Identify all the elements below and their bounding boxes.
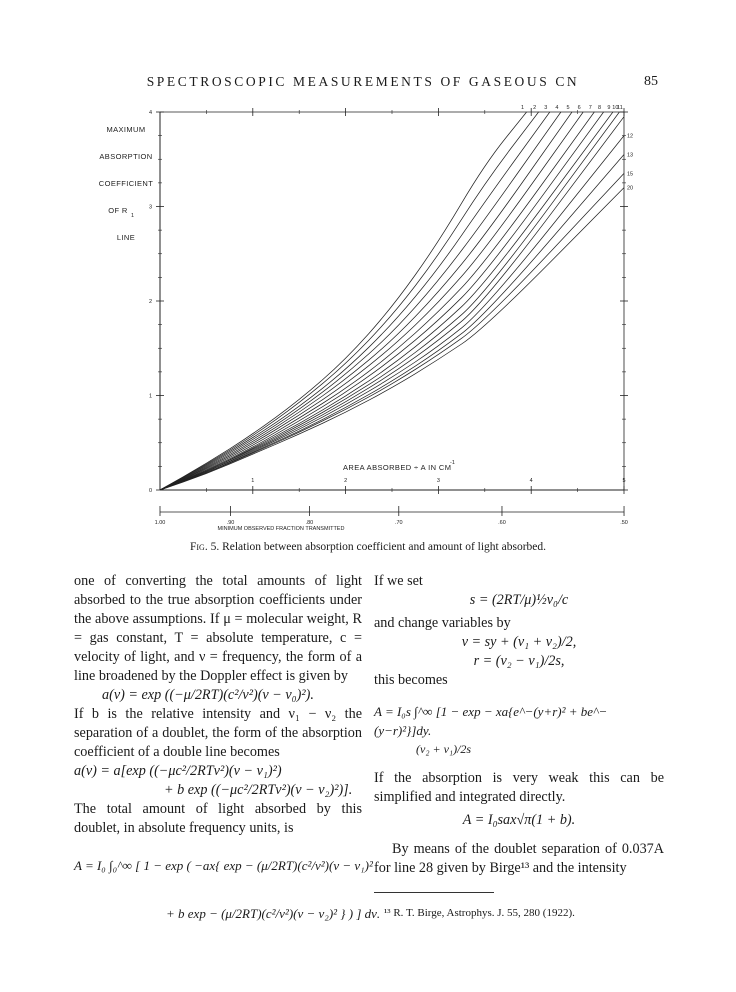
y-label-subscript: 1: [131, 213, 135, 219]
curve-label-top: 11: [617, 105, 623, 111]
transmission-tick-label: .50: [620, 520, 628, 526]
left-paragraph-2: If b is the relative intensity and ν₁ − ν₂ the separation of a doublet, the form of the absorption coefficient of a double line becomes: [74, 706, 362, 760]
right-paragraph-3: this becomes: [374, 672, 448, 688]
curve-label-top: 9: [607, 105, 611, 111]
curve-label-top: 7: [588, 105, 592, 111]
inner-axis-superscript: -1: [450, 460, 455, 466]
y-tick-label: 1: [148, 393, 152, 400]
series-line-11: [160, 117, 624, 490]
curve-label-top: 3: [544, 105, 548, 111]
curve-label-top: 1: [521, 105, 525, 111]
transmission-tick-label: .80: [305, 520, 314, 526]
curve-label-right: 13: [627, 152, 634, 159]
right-paragraph-5: By means of the doublet separation of 0.037A for line 28 given by Birge¹³ and the intensity: [374, 841, 664, 876]
left-equation-3-line-1: A = I₀ ∫₀^∞ [ 1 − exp ( −ax{ exp − (μ/2RT)(c²/ν²)(ν − ν₁)²: [74, 858, 373, 873]
inner-axis-title: AREA ABSORBED ÷ A IN CM: [343, 463, 452, 472]
x-axis-title: MINIMUM OBSERVED FRACTION TRANSMITTED: [217, 526, 345, 532]
curve-label-right: 15: [627, 171, 634, 178]
right-paragraph-4: If the absorption is very weak this can be simplified and integrated directly.: [374, 770, 664, 805]
y-tick-label: 3: [148, 204, 152, 211]
series-line-8: [160, 112, 604, 490]
right-equation-3: A = I₀s ∫^∞ [1 − exp − xa{e^−(y+r)² + be^−(y−r)²}]dy.: [374, 704, 608, 738]
y-label-line-1: MAXIMUM: [106, 125, 146, 134]
series-line-13: [160, 155, 624, 491]
figure-5: [96, 100, 646, 540]
caption-text: Relation between absorption coefficient and amount of light absorbed.: [222, 541, 547, 553]
area-tick-label: 2: [344, 478, 348, 484]
right-equation-1: s = (2RT/μ)½ν₀/c: [469, 592, 569, 608]
figure-caption: [0, 541, 736, 553]
y-label-line-4: OF R: [108, 206, 128, 215]
footnote: ¹³ R. T. Birge, Astrophys. J. 55, 280 (1922).: [384, 907, 575, 919]
footnote-rule: [374, 892, 494, 893]
transmission-tick-label: .90: [226, 520, 235, 526]
right-equation-2a: ν = sy + (ν₁ + ν₂)/2,: [461, 634, 577, 650]
series-line-7: [160, 112, 594, 490]
series-line-10: [160, 112, 619, 490]
transmission-tick-label: .60: [498, 520, 506, 526]
curve-label-right: 20: [627, 185, 634, 192]
series-line-12: [160, 136, 624, 490]
running-title: SPECTROSCOPIC MEASUREMENTS OF GASEOUS CN: [146, 74, 580, 89]
right-paragraph-2: and change variables by: [374, 615, 511, 631]
curve-label-top: 4: [555, 105, 559, 111]
left-column: [74, 572, 381, 954]
y-tick-label: 2: [148, 299, 152, 305]
y-axis-label: [99, 125, 153, 242]
caption-label: Fig. 5.: [189, 541, 220, 553]
curve-label-top: 6: [577, 105, 581, 111]
series-line-6: [160, 112, 583, 490]
area-tick-label: 5: [622, 478, 626, 484]
series-line-3: [160, 112, 550, 490]
right-paragraph-1: If we set: [374, 573, 423, 589]
y-tick-label: 4: [148, 110, 152, 116]
curve-label-top: 8: [598, 105, 602, 111]
right-equation-4: A = I₀sax√π(1 + b).: [462, 812, 576, 828]
right-equation-2b: r = (ν₂ − ν₁)/2s,: [473, 653, 565, 669]
series-line-5: [160, 112, 572, 490]
transmission-tick-label: 1.00: [154, 520, 166, 526]
y-label-line-2: ABSORPTION: [99, 152, 153, 161]
y-tick-label: 0: [148, 488, 152, 494]
left-equation-2b: + b exp ((−μc²/2RTν²)(ν − ν₂)²)].: [164, 782, 353, 798]
left-equation-2a: a(ν) = a[exp ((−μc²/2RTν²)(ν − ν₁)²): [74, 763, 282, 779]
series-line-4: [160, 112, 561, 490]
series-line-20: [160, 188, 624, 490]
page-number: 85: [644, 74, 658, 89]
left-paragraph-3: The total amount of light absorbed by this doublet, in absolute frequency units, is: [74, 801, 362, 836]
transmission-tick-label: .70: [394, 520, 403, 526]
series-line-9: [160, 112, 613, 490]
left-equation-1: a(ν) = exp ((−μ/2RT)(c²/ν²)(ν − ν₀)²).: [102, 687, 314, 703]
right-column: [374, 572, 664, 934]
right-equation-3-fraction: (ν₂ + ν₁)/2s: [416, 742, 472, 756]
y-label-line-5: LINE: [116, 233, 136, 242]
left-equation-3: [74, 842, 381, 954]
left-equation-3-line-2: + b exp − (μ/2RT)(c²/ν²)(ν − ν₂)² } ) ] dν.: [166, 906, 381, 921]
area-tick-label: 3: [436, 478, 440, 484]
curve-label-right: 12: [627, 133, 634, 140]
area-tick-label: 4: [529, 478, 533, 484]
area-tick-label: 1: [251, 478, 255, 484]
curve-label-top: 2: [533, 105, 537, 111]
series-line-1: [160, 112, 527, 490]
y-label-line-3: COEFFICIENT: [98, 179, 154, 188]
left-paragraph-1: one of converting the total amounts of light absorbed to the true absorption coefficients under the above assumptions. If μ = molecular weight, R = gas constant, T = absolute temperature, c = velocity of light, and ν = frequency, the form of a line broadened by the Doppler effect is given by: [74, 573, 362, 684]
curve-label-top: 10: [612, 105, 619, 111]
absorption-chart: [96, 100, 646, 540]
curve-label-top: 5: [566, 105, 570, 111]
